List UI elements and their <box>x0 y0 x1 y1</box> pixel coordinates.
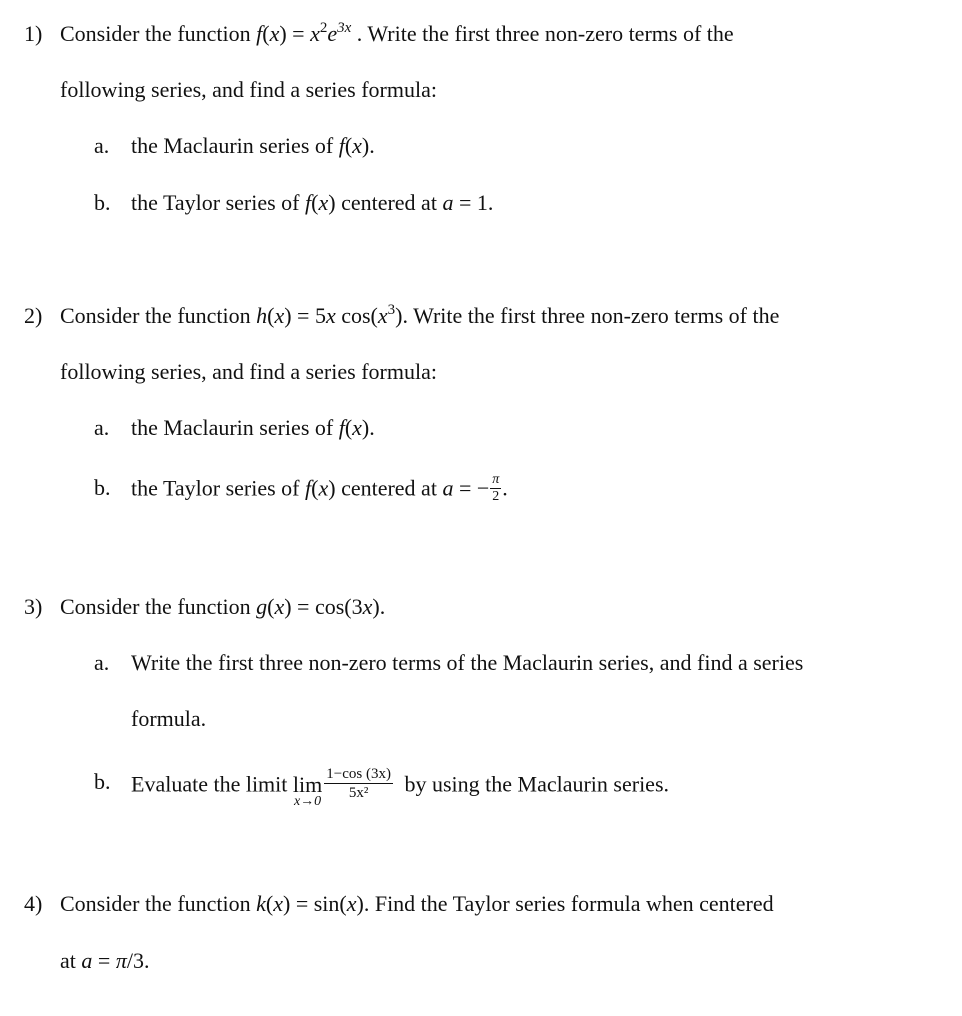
function-definition: k(x) = sin(x) <box>256 891 364 916</box>
part-label: a. <box>94 650 110 675</box>
problem-number: 4) <box>24 891 43 916</box>
problem-text: . Write the first three non-zero terms of the <box>351 21 734 46</box>
part-text: the Taylor series of <box>131 190 306 215</box>
problem-text: Consider the function <box>60 891 257 916</box>
fraction-numerator: 1−cos (3x) <box>326 766 391 782</box>
part-text: Evaluate the limit <box>131 771 293 797</box>
problem-number: 2) <box>24 303 43 328</box>
function-definition: $f(x) = x^2e^{3x}$ <box>256 20 352 46</box>
part-label: b. <box>94 769 111 794</box>
fraction <box>490 472 501 505</box>
function-name: f <box>338 415 345 440</box>
part-text: the Maclaurin series of <box>131 415 339 440</box>
fraction-denominator: 2 <box>492 489 500 504</box>
part-label: a. <box>94 133 110 158</box>
function-definition: h(x) = 5x $\cos(x^3)$ <box>256 302 403 328</box>
fraction-denominator: 5x² <box>348 785 369 801</box>
center-value: a <box>442 475 454 501</box>
worksheet-document: 1) Consider the function $f(x) = x^2e^{3x}$ . Write the first three non-zero terms of the following series, and find a series formula: a. the Maclaurin series of f(x). b. the Taylor series of f(x) centered at a = 1. 2) Consider the function h(x) = 5x $\cos(x^3)$. Write the first three non-zero terms of the following series, and find a series formula: a. the Maclaurin series of f(x). b. the Taylor series of f(x) centered at a = − $\frac{\pi}{2}$ . 3) Consider the function g(x) = cos(3x). a. Write the first three non-zero terms of the Maclaurin series, and find a series formula. b. Evaluate the limit lim x→0 $\frac{1-\cos (3x)}{\text{5x²}}$ by using the Maclaurin series. 4) Consider the function k(x) = sin(x). Find the Taylor series formula when centered at a = π/3. <box>24 20 804 973</box>
problem-4-line-2: at a = π/3. <box>60 948 150 973</box>
limit-fraction <box>324 765 393 802</box>
part-label: b. <box>94 190 111 215</box>
limit-subscript: x→0 <box>293 793 322 809</box>
function-definition: g(x) = cos(3x) <box>256 594 380 619</box>
problem-2-line-2: following series, and find a series formula: <box>60 359 437 384</box>
problem-text: Consider the function <box>60 303 257 328</box>
problem-text: Consider the function <box>60 21 257 46</box>
part-text: the Maclaurin series of <box>131 133 339 158</box>
problem-text: Consider the function <box>60 594 257 619</box>
function-name: f <box>305 475 312 501</box>
problem-text: . Find the Taylor series formula when centered <box>363 891 774 916</box>
problem-number: 1) <box>24 21 43 46</box>
center-value: a <box>81 948 93 973</box>
function-name: f <box>305 190 312 215</box>
center-value: a <box>442 190 454 215</box>
part-label: a. <box>94 415 110 440</box>
part-text: the Taylor series of <box>131 475 306 501</box>
fraction-numerator: π <box>492 472 500 487</box>
problem-text: . Write the first three non-zero terms of the <box>402 303 780 328</box>
function-name: f <box>338 133 345 158</box>
part-text-continued: formula. <box>131 706 207 731</box>
limit-operator: lim x→0 <box>292 771 323 809</box>
part-text: Write the first three non-zero terms of the Maclaurin series, and find a series <box>131 650 804 675</box>
part-label: b. <box>94 475 111 500</box>
part-text: by using the Maclaurin series. <box>398 771 670 797</box>
problem-1-line-2: following series, and find a series formula: <box>60 77 437 102</box>
problem-number: 3) <box>24 594 43 619</box>
